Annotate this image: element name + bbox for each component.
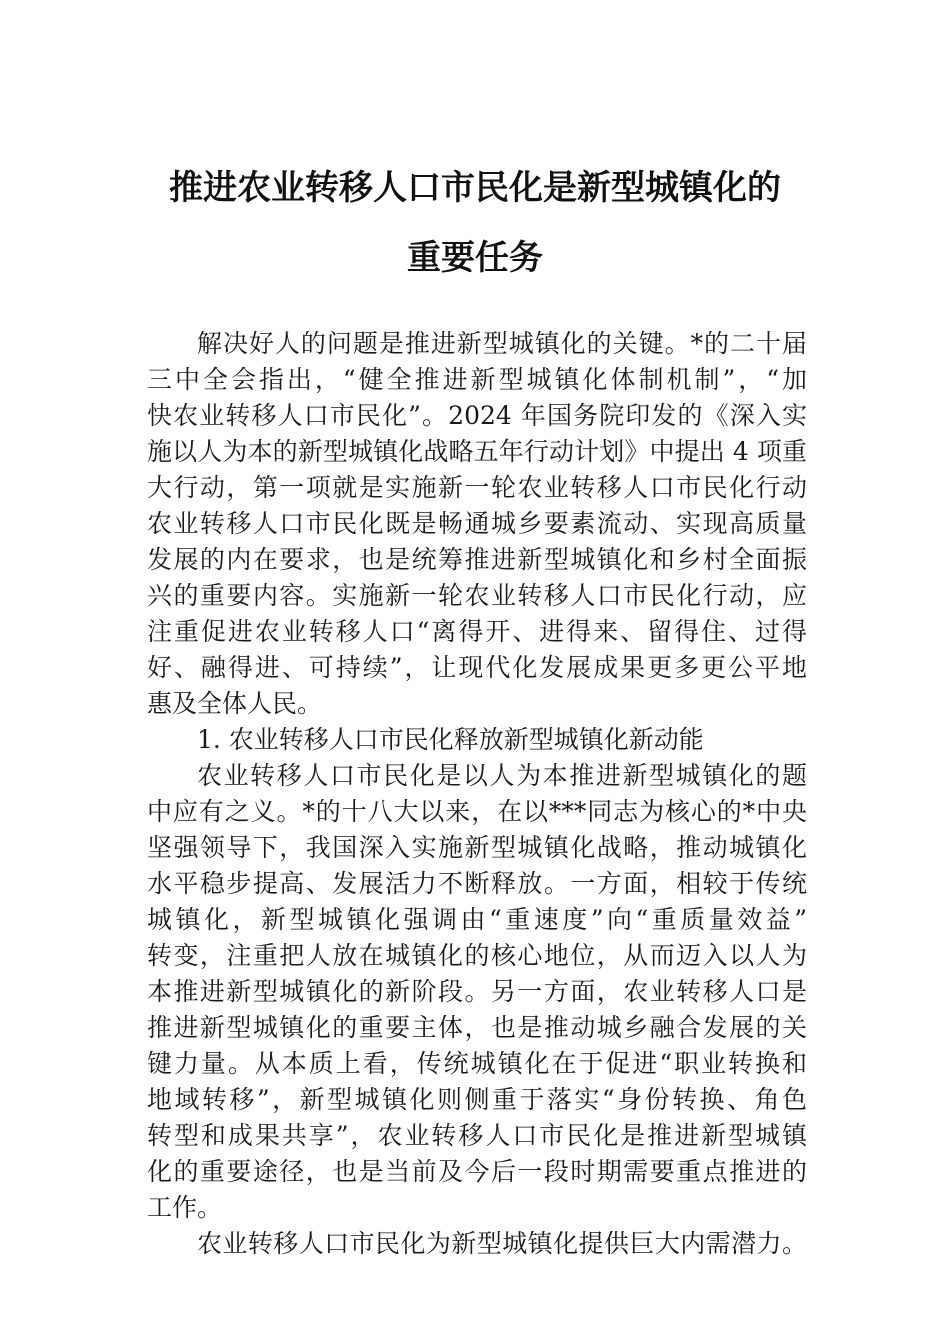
paragraph-1-line: 解决好人的问题是推进新型城镇化的关键。*的二十届: [197, 329, 807, 358]
paragraph-2-line: 坚强领导下，我国深入实施新型城镇化战略，推动城镇化: [147, 833, 807, 862]
paragraph-2-line: 工作。: [147, 1193, 223, 1222]
paragraph-2-line: 转型和成果共享”，农业转移人口市民化是推进新型城镇: [147, 1121, 807, 1150]
paragraph-1-line: 农业转移人口市民化既是畅通城乡要素流动、实现高质量: [147, 509, 807, 538]
paragraph-1-line: 注重促进农业转移人口“离得开、进得来、留得住、过得: [147, 617, 807, 646]
paragraph-2-line: 推进新型城镇化的重要主体，也是推动城乡融合发展的关: [147, 1013, 807, 1042]
paragraph-1-line: 快农业转移人口市民化”。2024 年国务院印发的《深入实: [147, 401, 807, 430]
paragraph-1-line: 三中全会指出，“健全推进新型城镇化体制机制”，“加: [147, 365, 807, 394]
paragraph-2-line: 地域转移”，新型城镇化则侧重于落实“身份转换、角色: [147, 1085, 807, 1114]
paragraph-2-line: 化的重要途径，也是当前及今后一段时期需要重点推进的: [147, 1157, 807, 1186]
paragraph-1-line: 大行动，第一项就是实施新一轮农业转移人口市民化行动: [147, 473, 807, 502]
paragraph-2-line: 城镇化，新型城镇化强调由“重速度”向“重质量效益”: [147, 905, 807, 934]
document-title-line-2: 重要任务: [407, 238, 543, 278]
paragraph-1-line: 发展的内在要求，也是统筹推进新型城镇化和乡村全面振: [147, 545, 807, 574]
paragraph-2-line: 键力量。从本质上看，传统城镇化在于促进“职业转换和: [147, 1049, 807, 1078]
paragraph-2-line: 农业转移人口市民化是以人为本推进新型城镇化的题: [197, 761, 807, 790]
section-heading: 1. 农业转移人口市民化释放新型城镇化新动能: [197, 725, 704, 754]
paragraph-1-line: 施以人为本的新型城镇化战略五年行动计划》中提出 4 项重: [147, 437, 807, 466]
paragraph-1-line: 惠及全体人民。: [147, 689, 323, 718]
paragraph-1-line: 兴的重要内容。实施新一轮农业转移人口市民化行动，应: [147, 581, 807, 610]
document-title-line-1: 推进农业转移人口市民化是新型城镇化的: [169, 168, 781, 208]
paragraph-2-line: 水平稳步提高、发展活力不断释放。一方面，相较于传统: [147, 869, 807, 898]
paragraph-1-line: 好、融得进、可持续”，让现代化发展成果更多更公平地: [147, 653, 807, 682]
paragraph-3-line: 农业转移人口市民化为新型城镇化提供巨大内需潜力。: [197, 1229, 807, 1258]
paragraph-2-line: 转变，注重把人放在城镇化的核心地位，从而迈入以人为: [147, 941, 807, 970]
paragraph-2-line: 中应有之义。*的十八大以来，在以***同志为核心的*中央: [147, 797, 807, 826]
paragraph-2-line: 本推进新型城镇化的新阶段。另一方面，农业转移人口是: [147, 977, 807, 1006]
